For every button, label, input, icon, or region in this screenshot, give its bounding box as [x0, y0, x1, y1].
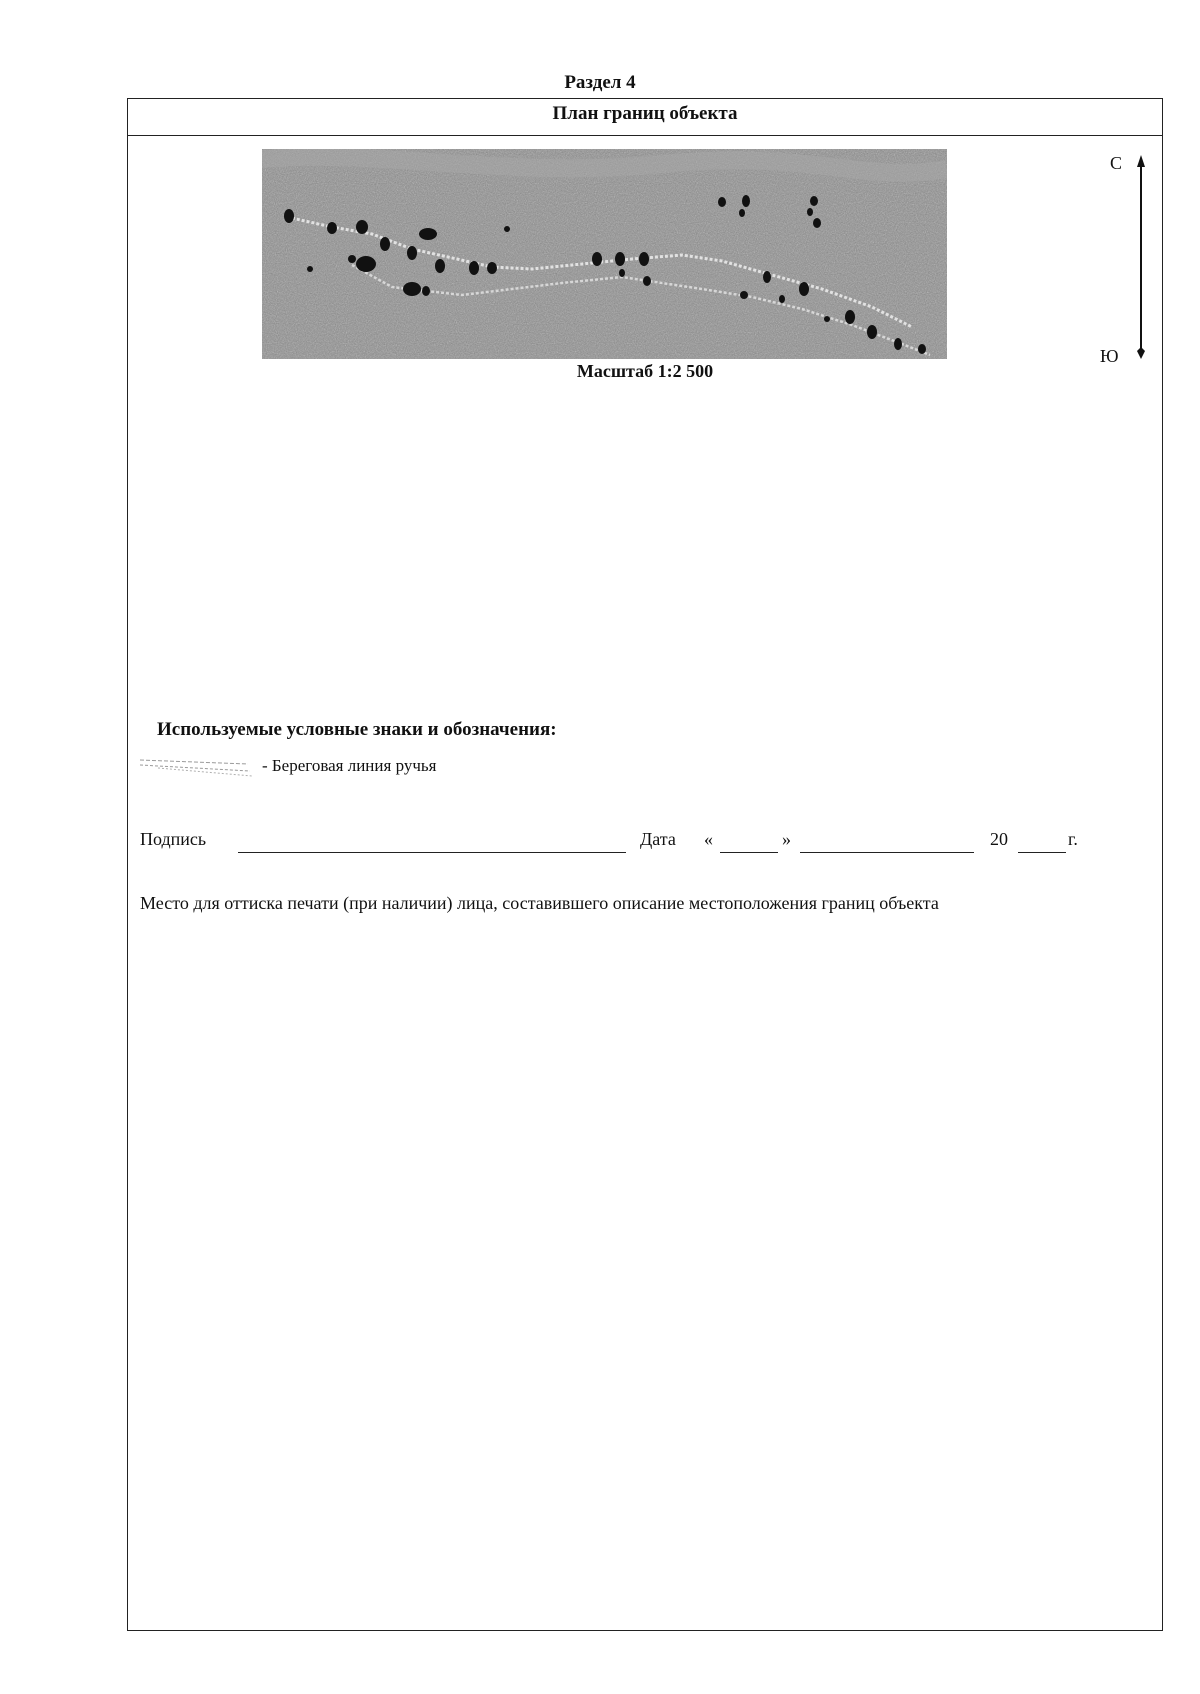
- document-frame: [127, 98, 1163, 1631]
- compass: [1100, 153, 1150, 366]
- date-label: Дата: [640, 829, 676, 849]
- section-title: Раздел 4: [564, 72, 636, 93]
- compass-south-label: Ю: [1100, 346, 1119, 366]
- map-scale-label: Масштаб 1:2 500: [576, 361, 714, 381]
- legend-item-label: - Береговая линия ручья: [262, 756, 437, 775]
- signature-label: Подпись: [140, 829, 207, 849]
- shoreline-hatch-icon: [138, 756, 258, 778]
- year-suffix: г.: [1068, 829, 1078, 849]
- date-year-field[interactable]: [1018, 852, 1066, 853]
- stamp-note: Место для оттиска печати (при наличии) лица, составившего описание местоположения границ объекта: [140, 893, 939, 913]
- signature-row: [140, 829, 1150, 857]
- date-open-quote: «: [704, 829, 713, 849]
- satellite-map-image: [262, 149, 947, 359]
- date-month-field[interactable]: [800, 852, 974, 853]
- signature-field[interactable]: [238, 852, 626, 853]
- north-south-arrow-icon: [1110, 153, 1150, 363]
- compass-north-label: С: [1110, 153, 1123, 173]
- frame-header: План границ объекта: [128, 99, 1162, 136]
- legend-item: [138, 754, 738, 780]
- boundary-map: [262, 149, 947, 359]
- year-prefix: 20: [990, 829, 1008, 849]
- date-day-field[interactable]: [720, 852, 778, 853]
- legend-title: Используемые условные знаки и обозначения:: [157, 719, 557, 740]
- date-close-quote: »: [782, 829, 791, 849]
